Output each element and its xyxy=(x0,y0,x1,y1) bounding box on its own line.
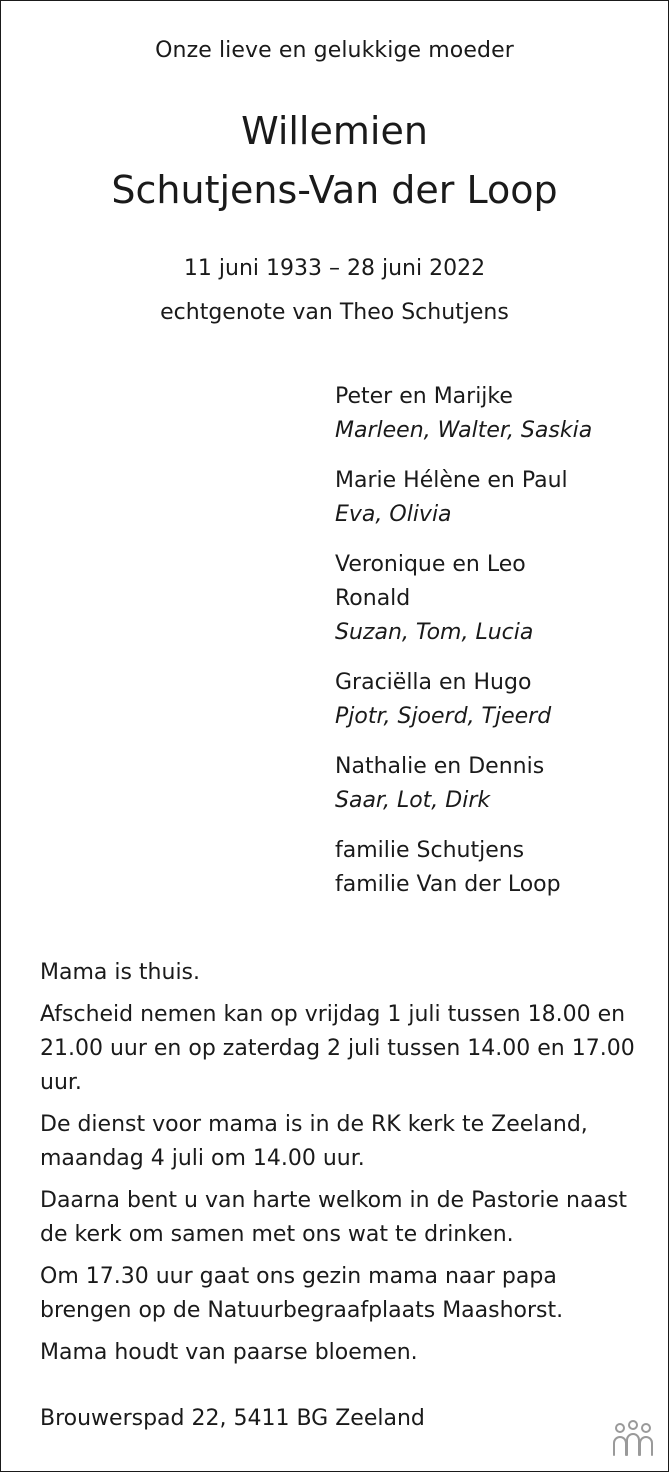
family-people-icon xyxy=(610,1419,656,1459)
grandchildren-names: Marleen, Walter, Saskia xyxy=(335,418,593,443)
spouse-line: echtgenote van Theo Schutjens xyxy=(160,300,509,325)
grandchildren-names: Eva, Olivia xyxy=(335,502,452,527)
grandchildren-names: Pjotr, Sjoerd, Tjeerd xyxy=(335,704,552,729)
family-list xyxy=(335,380,665,918)
notice-paragraph: Mama houdt van paarse bloemen. xyxy=(40,1340,418,1365)
family-group xyxy=(335,548,665,650)
notice-paragraph: Afscheid nemen kan op vrijdag 1 juli tussen 18.00 en 21.00 uur en op zaterdag 2 juli tussen 14.00 en 17.00 uur. xyxy=(40,1002,635,1095)
notice-paragraph: De dienst voor mama is in de RK kerk te Zeeland, maandag 4 juli om 14.00 uur. xyxy=(40,1112,588,1171)
deceased-first-name: Willemien xyxy=(241,109,428,153)
family-group xyxy=(335,464,665,532)
life-dates: 11 juni 1933 – 28 juni 2022 xyxy=(183,256,486,281)
family-group xyxy=(335,834,665,902)
family-member-line: Graciëlla en Hugo xyxy=(335,670,532,695)
deceased-surname: Schutjens-Van der Loop xyxy=(111,168,558,212)
address: Brouwerspad 22, 5411 BG Zeeland xyxy=(40,1406,425,1431)
family-group xyxy=(335,750,665,818)
family-member-line: Marie Hélène en Paul xyxy=(335,468,568,493)
grandchildren-names: Saar, Lot, Dirk xyxy=(335,788,491,813)
notice-body xyxy=(40,956,640,1378)
intro-line: Onze lieve en gelukkige moeder xyxy=(155,38,514,63)
notice-paragraph: Mama is thuis. xyxy=(40,960,201,985)
family-member-line: Nathalie en Dennis xyxy=(335,754,545,779)
family-member-line: familie Schutjens xyxy=(335,838,525,863)
notice-paragraph: Om 17.30 uur gaat ons gezin mama naar papa brengen op de Natuurbegraafplaats Maashorst. xyxy=(40,1264,564,1323)
family-member-line: Peter en Marijke xyxy=(335,384,513,409)
family-member-line: familie Van der Loop xyxy=(335,872,561,897)
family-member-line: Ronald xyxy=(335,586,411,611)
grandchildren-names: Suzan, Tom, Lucia xyxy=(335,620,534,645)
family-member-line: Veronique en Leo xyxy=(335,552,526,577)
family-group xyxy=(335,380,665,448)
family-group xyxy=(335,666,665,734)
notice-paragraph: Daarna bent u van harte welkom in de Pastorie naast de kerk om samen met ons wat te drinken. xyxy=(40,1188,628,1247)
